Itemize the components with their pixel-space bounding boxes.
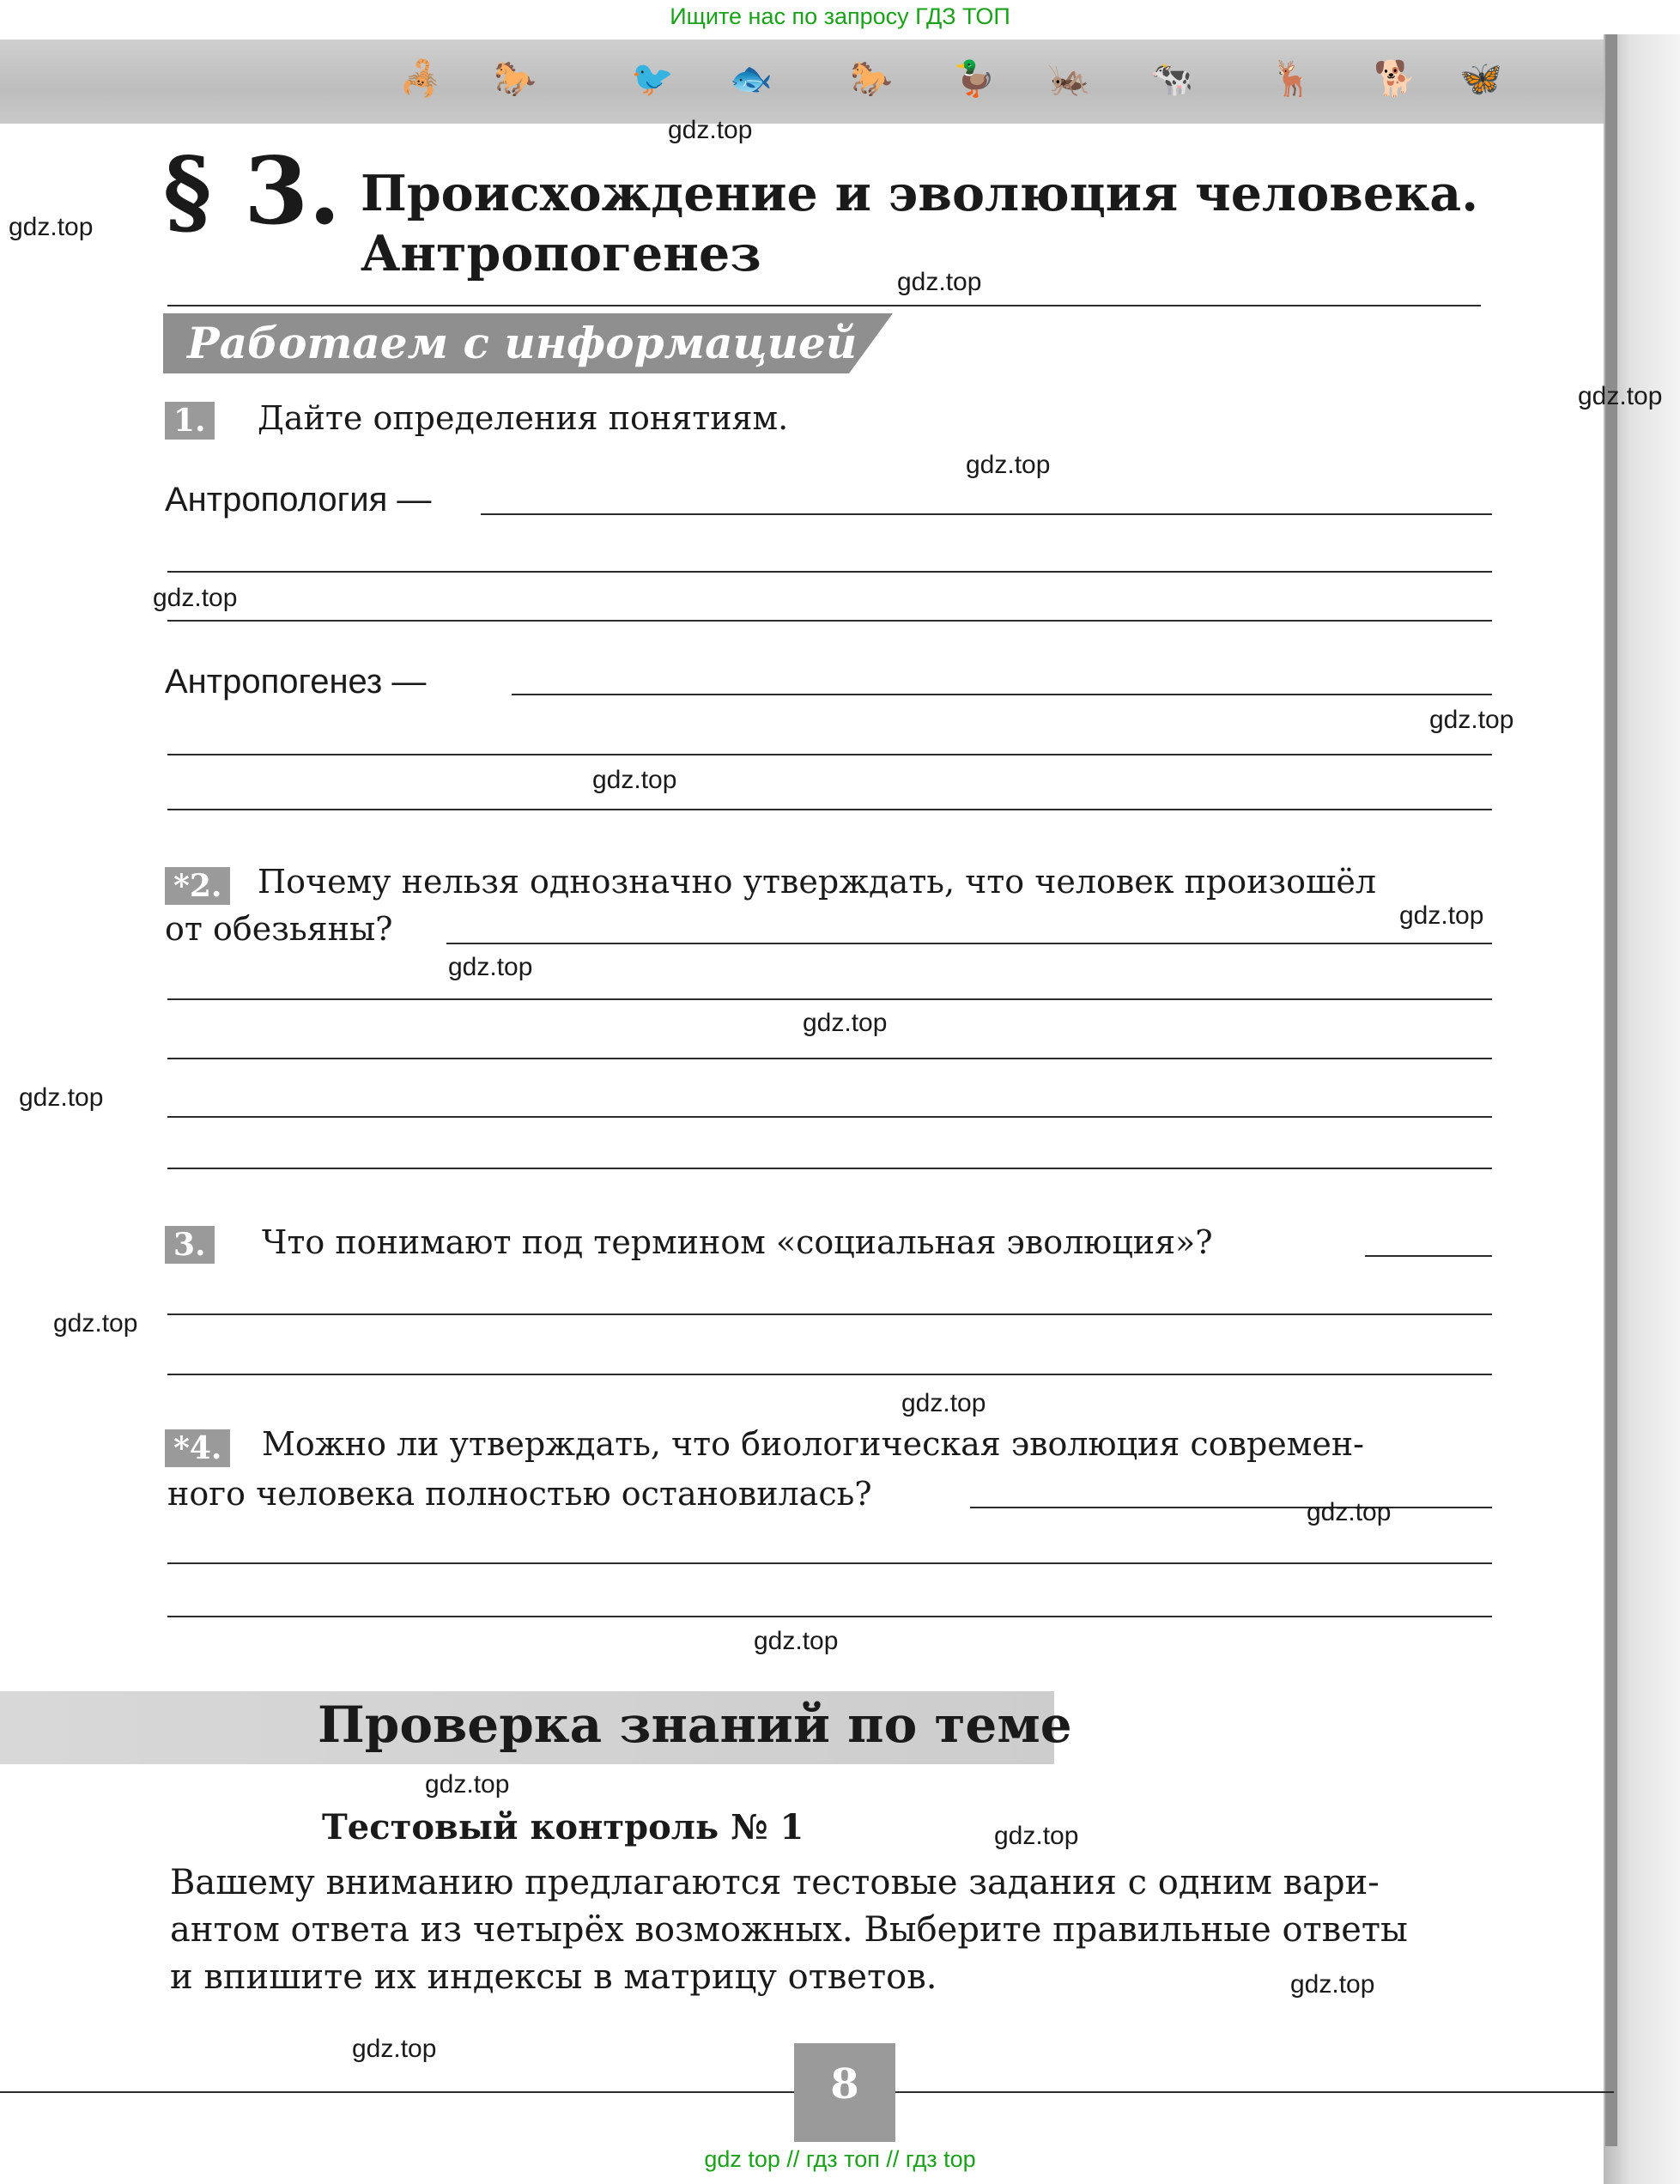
task-question: от обезьяны?	[165, 910, 393, 948]
page-number: 8	[830, 2060, 859, 2108]
butterfly-icon: 🦋	[1459, 59, 1502, 99]
watermark: gdz.top	[668, 116, 753, 144]
watermark: gdz.top	[1429, 706, 1514, 734]
footer-links[interactable]: gdz top // гдз топ // гдз top	[704, 2146, 976, 2172]
watermark: gdz.top	[19, 1083, 104, 1112]
knowledge-check-heading: Проверка знаний по теме	[318, 1696, 1072, 1754]
deer-icon: 🦌	[1271, 59, 1313, 99]
watermark: gdz.top	[1290, 1970, 1375, 1999]
answer-line	[167, 305, 1481, 306]
dog-icon: 🐕	[1374, 59, 1416, 99]
page-subtitle: Антропогенез	[361, 225, 761, 282]
answer-line[interactable]	[512, 694, 1492, 695]
watermark: gdz.top	[754, 1627, 839, 1655]
answer-line[interactable]	[446, 943, 1492, 944]
watermark: gdz.top	[803, 1009, 888, 1037]
task-question: Можно ли утверждать, что биологическая эволюция современ-	[262, 1425, 1365, 1463]
answer-line[interactable]	[167, 754, 1492, 755]
answer-line[interactable]	[167, 571, 1492, 573]
fish-icon: 🐟	[730, 59, 773, 99]
answer-line[interactable]	[1365, 1255, 1492, 1257]
watermark: gdz.top	[966, 451, 1051, 479]
watermark: gdz.top	[352, 2035, 437, 2063]
answer-line[interactable]	[167, 1562, 1492, 1564]
task-question: ного человека полностью остановилась?	[167, 1475, 872, 1513]
task-number: *4.	[165, 1429, 230, 1467]
task-number: 3.	[165, 1226, 215, 1264]
answer-line[interactable]	[167, 998, 1492, 1000]
task-question: Дайте определения понятиям.	[258, 399, 789, 437]
answer-line[interactable]	[167, 809, 1492, 810]
paragraph-number: § 3.	[163, 137, 341, 246]
bird-icon: 🐦	[631, 59, 674, 99]
watermark: gdz.top	[425, 1770, 510, 1799]
watermark: gdz.top	[153, 584, 238, 612]
watermark: gdz.top	[901, 1389, 986, 1417]
answer-line[interactable]	[167, 620, 1492, 622]
watermark: gdz.top	[897, 268, 982, 296]
answer-line[interactable]	[167, 1313, 1492, 1315]
test-title: Тестовый контроль № 1	[322, 1807, 804, 1847]
instruction-line: и впишите их индексы в матрицу ответов.	[170, 1957, 937, 1997]
watermark: gdz.top	[1399, 901, 1484, 930]
section-heading: Работаем с информацией	[187, 318, 858, 368]
watermark: gdz.top	[1578, 382, 1663, 410]
book-spine	[1605, 34, 1617, 2146]
answer-line[interactable]	[167, 1058, 1492, 1059]
term-label: Антропогенез —	[165, 663, 427, 701]
top-search-link[interactable]: Ищите нас по запросу ГДЗ ТОП	[670, 3, 1010, 29]
watermark: gdz.top	[1307, 1498, 1392, 1526]
instruction-line: Вашему вниманию предлагаются тестовые задания с одним вари-	[170, 1863, 1380, 1902]
duck-icon: 🦆	[953, 59, 996, 99]
watermark: gdz.top	[448, 953, 533, 981]
answer-line[interactable]	[167, 1616, 1492, 1617]
watermark: gdz.top	[994, 1822, 1079, 1850]
task-number: *2.	[165, 867, 230, 905]
answer-line[interactable]	[167, 1374, 1492, 1375]
answer-line[interactable]	[481, 513, 1492, 515]
task-number: 1.	[165, 402, 215, 440]
horse-icon: 🐎	[850, 59, 893, 99]
answer-line[interactable]	[167, 1116, 1492, 1118]
task-question: Что понимают под термином «социальная эволюция»?	[262, 1223, 1213, 1261]
horse-icon: 🐎	[494, 59, 537, 99]
watermark: gdz.top	[592, 766, 677, 794]
answer-line[interactable]	[970, 1507, 1492, 1508]
page-title: Происхождение и эволюция человека.	[361, 165, 1479, 222]
task-question: Почему нельзя однозначно утверждать, что человек произошёл	[258, 863, 1376, 901]
answer-line[interactable]	[167, 1168, 1492, 1169]
instruction-line: антом ответа из четырёх возможных. Выберите правильные ответы	[170, 1910, 1408, 1950]
insect-icon: 🦗	[1047, 59, 1090, 99]
cow-icon: 🐄	[1150, 59, 1193, 99]
watermark: gdz.top	[53, 1309, 138, 1338]
watermark: gdz.top	[9, 213, 94, 241]
term-label: Антропология —	[165, 481, 432, 519]
scorpion-icon: 🦂	[399, 59, 442, 99]
